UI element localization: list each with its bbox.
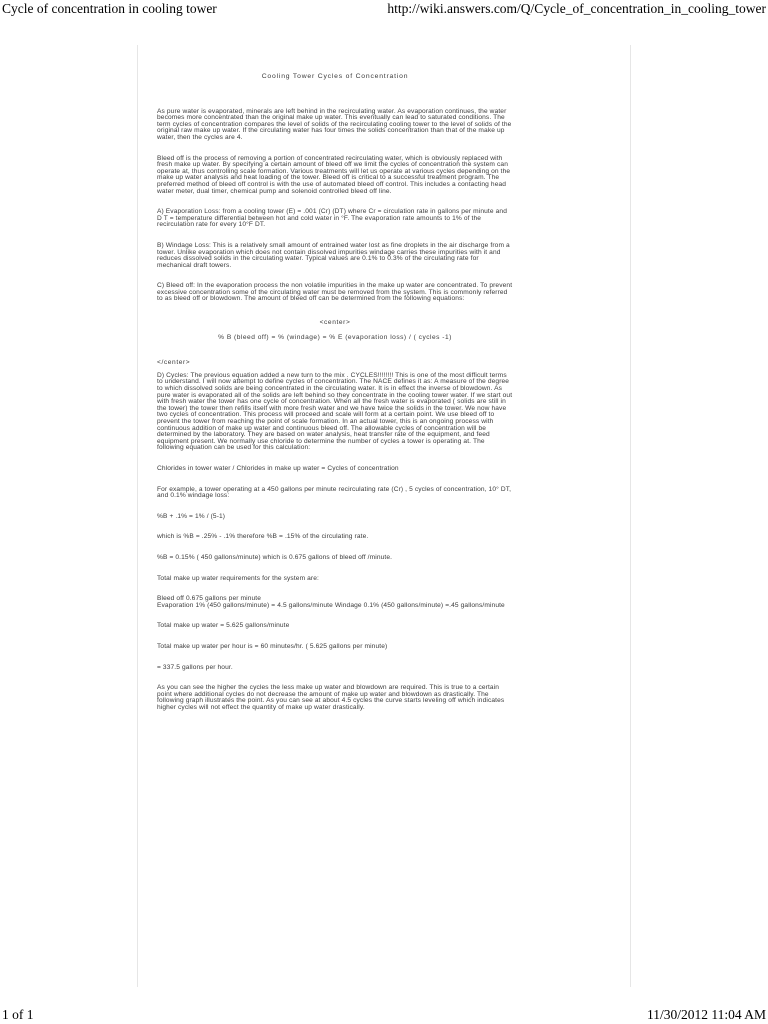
paragraph-gallons-per-hour: = 337.5 gallons per hour.: [157, 663, 233, 671]
print-header-url: http://wiki.answers.com/Q/Cycle_of_concentration_in_cooling_tower: [387, 1, 766, 16]
paragraph-intro: As pure water is evaporated, minerals are left behind in the recirculating water. As evaporation continues, the water becomes more concentrated than the original make up water. This eventually can lead to saturated conditions. The term cycles of concentration compares the level of solids of the recirculating cooling tower to the level of solids of the original raw make up water. If the circulating water has four times the solids concentration than that of the make up water, then the cycles are 4.: [157, 107, 512, 141]
bleed-off-equation: % B (bleed off) = % (windage) = % E (evaporation loss) / ( cycles -1): [218, 333, 452, 341]
print-footer-page: 1 of 1: [2, 1007, 34, 1022]
paragraph-chlorides-equation: Chlorides in tower water / Chlorides in make up water = Cycles of concentration: [157, 464, 399, 472]
paragraph-total-makeup: Total make up water = 5.625 gallons/minute: [157, 622, 290, 630]
paragraph-bleed-off-equations: C) Bleed off: In the evaporation process the non volatile impurities in the make up water are concentrated. To prevent excessive concentration some of the circulating water must be removed from the system. This is commonly referred to as bleed off or blowdown. The amount of bleed off can be determined from the following equations:: [157, 282, 513, 303]
print-footer-datetime: 11/30/2012 11:04 AM: [646, 1007, 766, 1022]
print-header-title: Cycle of concentration in cooling tower: [2, 1, 217, 16]
paragraph-windage-loss: B) Windage Loss: This is a relatively small amount of entrained water lost as fine droplets in the air discharge from a tower. Unlike evaporation which does not contain dissolved impurities windage carries these impurities with it and reduces dissolved solids in the circulating water. Typical values are 0.1% to 0.3% of the circulating rate for mechanical draft towers.: [157, 241, 510, 269]
paragraph-calc-2: which is %B = .25% - .1% therefore %B = .15% of the circulating rate.: [157, 533, 369, 541]
paragraph-calc-1: %B + .1% = 1% / (5-1): [157, 512, 226, 520]
article-title: Cooling Tower Cycles of Concentration: [261, 73, 409, 80]
paragraph-example: For example, a tower operating at a 450 gallons per minute recirculating rate (Cr) , 5 cycles of concentration, 10° DT, and 0.1% windage loss:: [157, 485, 512, 500]
center-open-tag: <center>: [319, 319, 351, 327]
paragraph-conclusion: As you can see the higher the cycles the less make up water and blowdown are required. This is true to a certain point where additional cycles do not decrease the amount of make up water and blowdown as drastically. The following graph illustrates the point. As you can see at about 4.5 cycles the curve starts leveling off which indicates higher cycles will not effect the quantity of make up water drastically.: [157, 684, 505, 711]
paragraph-makeup-per-hour: Total make up water per hour is = 60 minutes/hr. ( 5.625 gallons per minute): [157, 642, 388, 650]
paragraph-bleed-off: Bleed off is the process of removing a portion of concentrated recirculating water, which is obviously replaced with fresh make up water. By specifying a certain amount of bleed off we limit the cycles of concentration the system can operate at, thus controlling scale formation. Various treatments will let us operate at various cycles depending on the make up water analysis and heat loading of the tower. Bleed off is critical to a successful treatment program. The preferred method of bleed off control is with the use of automated bleed off control. This includes a contacting head water meter, dual timer, chemical pump and solenoid controlled bleed off line.: [157, 154, 511, 195]
paragraph-cycles: D) Cycles: The previous equation added a new turn to the mix . CYCLES!!!!!!!! This is one of the most difficult terms to understand. I will now attempt to define cycles of concentration. The NACE defines it as: A measure of the degree to which dissolved solids are being concentrated in the circulating water. It is in effect the inverse of blowdown. As pure water is evaporated all of the solids are left behind so they concentrate in the cooling tower water. If we start out with fresh water the tower has one cycle of concentration. When all the fresh water is evaporated ( solids are still in the tower) the tower then refills itself with more fresh water and we have twice the solids in the tower. We now have two cycles of concentration. This process will proceed and scale will form at a certain point. We use bleed off to prevent the tower from reaching the point of scale formation. In an actual tower, this is an ongoing process with continuous addition of make up water and continuous bleed off. The allowable cycles of concentration will be determined by the laboratory. They are based on water analysis, heat transfer rate of the equipment, and feed equipment present. We normally use chloride to determine the number of cycles a tower is operating at. The following equation can be used for this calculation:: [157, 371, 513, 452]
article-body: [157, 74, 513, 718]
paragraph-evaporation-loss: A) Evaporation Loss: from a cooling tower (E) = .001 (Cr) (DT) where Cr = circulation rate in gallons per minute and D T = temperature differential between hot and cold water in °F. The evaporation rate amounts to 1% of the recirculation rate for every 10°F DT.: [157, 208, 507, 229]
paragraph-calc-3: %B = 0.15% ( 450 gallons/minute) which is 0.675 gallons of bleed off /minute.: [157, 553, 393, 561]
paragraph-makeup-requirements: Total make up water requirements for the system are:: [157, 574, 319, 582]
paragraph-makeup-breakdown: Bleed off 0.675 gallons per minute Evaporation 1% (450 gallons/minute) = 4.5 gallons/minute Windage 0.1% (450 gallons/minute) =.45 gallons/minute: [157, 595, 505, 609]
center-close-tag: </center>: [157, 359, 191, 367]
